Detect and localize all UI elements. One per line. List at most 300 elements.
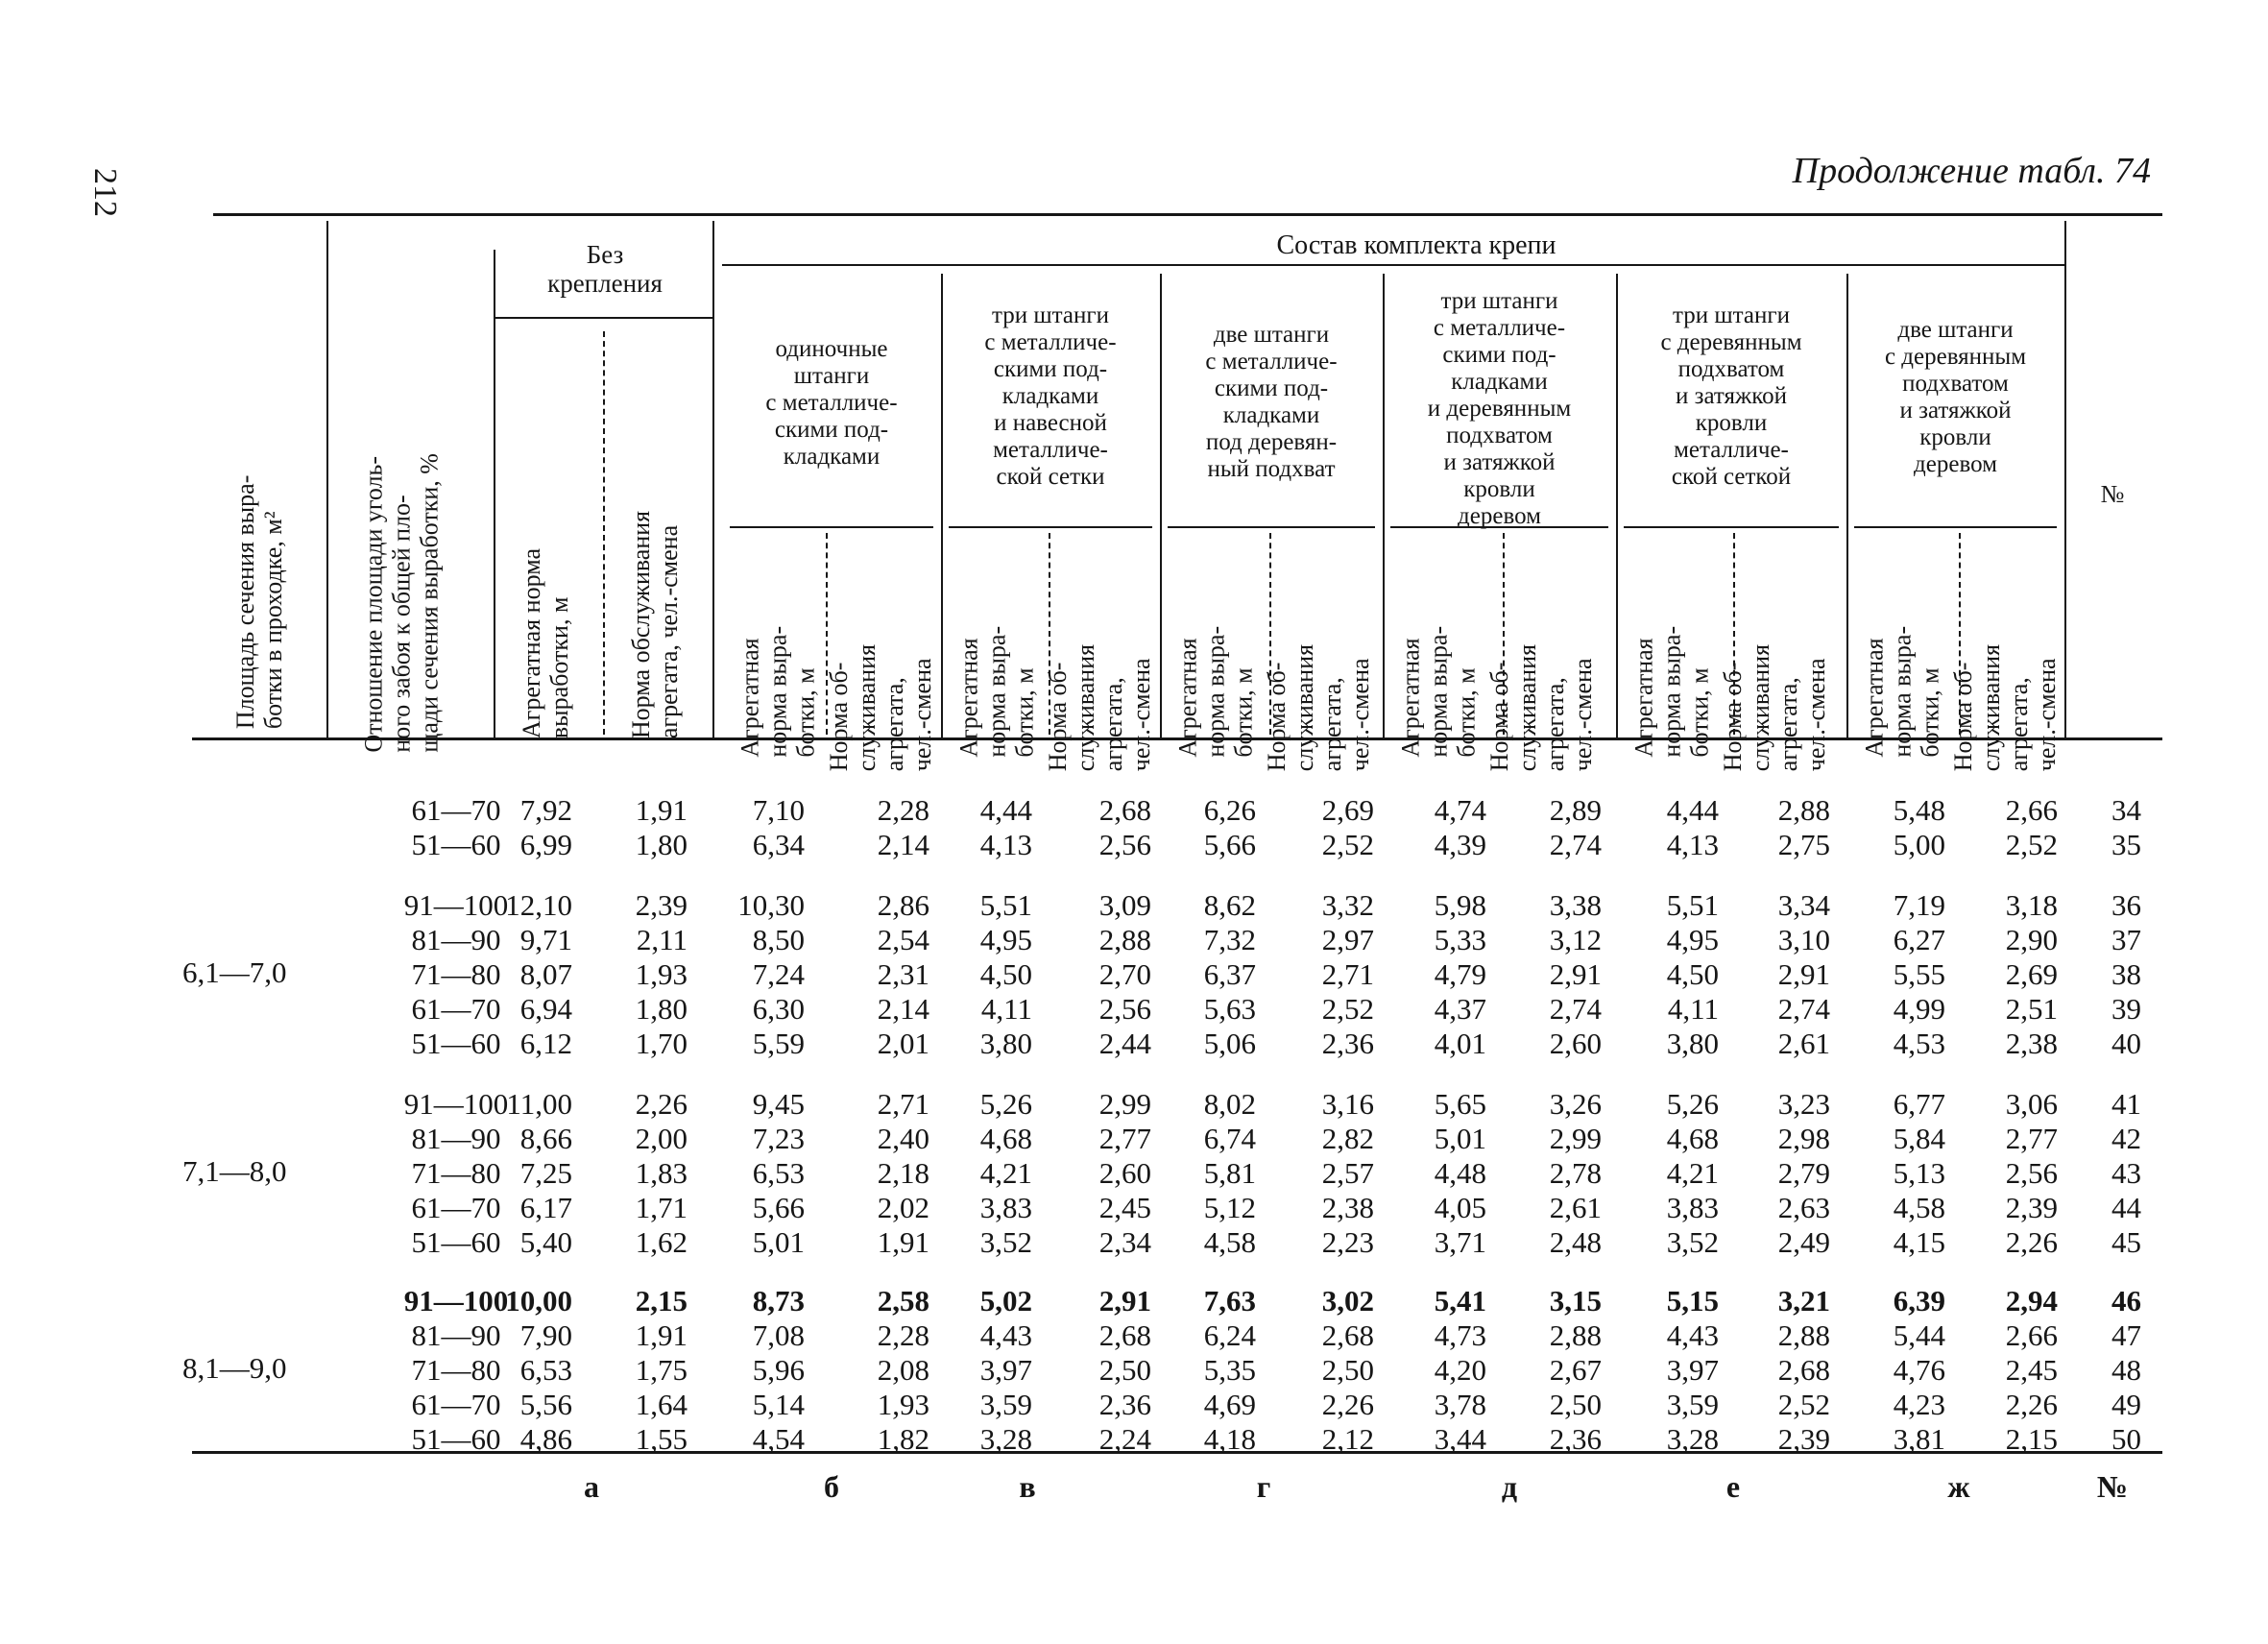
row-number: 41 xyxy=(2111,1087,2141,1121)
row-number: 43 xyxy=(2111,1156,2141,1190)
value-cell: 2,39 xyxy=(1777,1422,1830,1456)
value-cell: 4,73 xyxy=(1434,1318,1486,1352)
value-cell: 3,97 xyxy=(979,1353,1032,1387)
header-service: Норма обслуживания агрегата, чел.-смена xyxy=(626,510,683,739)
value-cell: 4,15 xyxy=(1893,1225,1945,1259)
value-cell: 5,01 xyxy=(752,1225,805,1259)
value-cell: 2,89 xyxy=(1549,793,1602,827)
value-cell: 5,81 xyxy=(1203,1156,1256,1190)
value-cell: 5,33 xyxy=(1434,923,1486,956)
value-cell: 5,98 xyxy=(1434,888,1486,922)
value-cell: 12,10 xyxy=(505,888,572,922)
ratio-cell: 61—70 xyxy=(411,793,501,827)
value-cell: 1,91 xyxy=(635,793,688,827)
footer-letter: б xyxy=(824,1469,839,1504)
value-cell: 6,39 xyxy=(1893,1284,1945,1318)
value-cell: 2,24 xyxy=(1098,1422,1151,1456)
ratio-cell: 71—80 xyxy=(411,1156,501,1190)
rule-kit-sub-0 xyxy=(730,526,933,528)
value-cell: 1,83 xyxy=(635,1156,688,1190)
value-cell: 2,56 xyxy=(2005,1156,2058,1190)
value-cell: 2,56 xyxy=(1098,992,1151,1026)
value-cell: 2,90 xyxy=(2005,923,2058,956)
value-cell: 2,14 xyxy=(877,828,929,861)
value-cell: 2,28 xyxy=(877,793,929,827)
value-cell: 2,74 xyxy=(1777,992,1830,1026)
value-cell: 2,38 xyxy=(1321,1191,1374,1224)
value-cell: 2,50 xyxy=(1098,1353,1151,1387)
value-cell: 2,08 xyxy=(877,1353,929,1387)
row-number: 47 xyxy=(2111,1318,2141,1352)
area-label: 8,1—9,0 xyxy=(182,1351,287,1385)
vrule-kit-2 xyxy=(1383,274,1385,737)
value-cell: 7,63 xyxy=(1203,1284,1256,1318)
value-cell: 2,66 xyxy=(2005,1318,2058,1352)
value-cell: 4,13 xyxy=(979,828,1032,861)
value-cell: 4,43 xyxy=(979,1318,1032,1352)
vrule-kit-4 xyxy=(1846,274,1848,737)
header-kit-6-service: Норма об- служивания агрегата, чел.-смена xyxy=(1948,643,2062,772)
value-cell: 2,61 xyxy=(1777,1027,1830,1060)
ratio-cell: 81—90 xyxy=(411,1122,501,1155)
value-cell: 2,71 xyxy=(1321,957,1374,991)
value-cell: 3,78 xyxy=(1434,1388,1486,1421)
value-cell: 5,02 xyxy=(979,1284,1032,1318)
value-cell: 2,75 xyxy=(1777,828,1830,861)
value-cell: 2,77 xyxy=(2005,1122,2058,1155)
value-cell: 5,55 xyxy=(1893,957,1945,991)
value-cell: 2,71 xyxy=(877,1087,929,1121)
value-cell: 4,95 xyxy=(979,923,1032,956)
value-cell: 4,74 xyxy=(1434,793,1486,827)
value-cell: 4,20 xyxy=(1434,1353,1486,1387)
value-cell: 3,81 xyxy=(1893,1422,1945,1456)
value-cell: 1,75 xyxy=(635,1353,688,1387)
value-cell: 3,83 xyxy=(979,1191,1032,1224)
value-cell: 2,11 xyxy=(636,923,688,956)
value-cell: 5,59 xyxy=(752,1027,805,1060)
value-cell: 2,56 xyxy=(1098,828,1151,861)
value-cell: 4,13 xyxy=(1666,828,1719,861)
vdash-0 xyxy=(603,331,605,735)
value-cell: 1,91 xyxy=(635,1318,688,1352)
value-cell: 3,80 xyxy=(979,1027,1032,1060)
value-cell: 2,31 xyxy=(877,957,929,991)
value-cell: 3,97 xyxy=(1666,1353,1719,1387)
value-cell: 6,17 xyxy=(519,1191,572,1224)
header-kit-3-norm: Агрегатная норма выра- ботки, м xyxy=(1173,625,1258,758)
value-cell: 10,30 xyxy=(737,888,805,922)
value-cell: 2,94 xyxy=(2005,1284,2058,1318)
row-number: 45 xyxy=(2111,1225,2141,1259)
value-cell: 2,12 xyxy=(1321,1422,1374,1456)
value-cell: 6,27 xyxy=(1893,923,1945,956)
value-cell: 2,50 xyxy=(1321,1353,1374,1387)
ratio-cell: 71—80 xyxy=(411,1353,501,1387)
value-cell: 2,68 xyxy=(1777,1353,1830,1387)
value-cell: 2,34 xyxy=(1098,1225,1151,1259)
value-cell: 7,08 xyxy=(752,1318,805,1352)
value-cell: 2,88 xyxy=(1777,1318,1830,1352)
row-number: 40 xyxy=(2111,1027,2141,1060)
value-cell: 2,68 xyxy=(1098,1318,1151,1352)
value-cell: 4,99 xyxy=(1893,992,1945,1026)
value-cell: 2,39 xyxy=(2005,1191,2058,1224)
value-cell: 6,37 xyxy=(1203,957,1256,991)
value-cell: 5,48 xyxy=(1893,793,1945,827)
value-cell: 3,71 xyxy=(1434,1225,1486,1259)
footer-letter: а xyxy=(584,1469,599,1504)
value-cell: 6,24 xyxy=(1203,1318,1256,1352)
value-cell: 5,14 xyxy=(752,1388,805,1421)
ratio-cell: 61—70 xyxy=(411,1191,501,1224)
value-cell: 2,45 xyxy=(1098,1191,1151,1224)
row-number: 39 xyxy=(2111,992,2141,1026)
value-cell: 3,59 xyxy=(1666,1388,1719,1421)
value-cell: 1,64 xyxy=(635,1388,688,1421)
value-cell: 2,88 xyxy=(1098,923,1151,956)
value-cell: 3,38 xyxy=(1549,888,1602,922)
value-cell: 4,01 xyxy=(1434,1027,1486,1060)
header-kit-3: две штанги с металличе- скими под- кладками под деревян- ный подхват xyxy=(1205,322,1338,482)
area-label: 7,1—8,0 xyxy=(182,1154,287,1188)
value-cell: 3,16 xyxy=(1321,1087,1374,1121)
ratio-cell: 61—70 xyxy=(411,1388,501,1421)
value-cell: 1,80 xyxy=(635,828,688,861)
value-cell: 4,58 xyxy=(1203,1225,1256,1259)
value-cell: 2,58 xyxy=(877,1284,929,1318)
value-cell: 5,66 xyxy=(752,1191,805,1224)
value-cell: 2,49 xyxy=(1777,1225,1830,1259)
header-norm-m: Агрегатная норма выработки, м xyxy=(517,547,573,739)
value-cell: 5,65 xyxy=(1434,1087,1486,1121)
value-cell: 1,91 xyxy=(877,1225,929,1259)
value-cell: 3,52 xyxy=(979,1225,1032,1259)
vrule-2 xyxy=(712,221,714,737)
value-cell: 5,44 xyxy=(1893,1318,1945,1352)
row-number: 44 xyxy=(2111,1191,2141,1224)
header-kit-2: три штанги с металличе- скими под- кладками и навесной металличе- ской сетки xyxy=(984,302,1117,490)
row-number: 48 xyxy=(2111,1353,2141,1387)
value-cell: 4,43 xyxy=(1666,1318,1719,1352)
value-cell: 6,99 xyxy=(519,828,572,861)
header-kit-2-norm: Агрегатная норма выра- ботки, м xyxy=(954,625,1039,758)
row-number: 49 xyxy=(2111,1388,2141,1421)
value-cell: 8,66 xyxy=(519,1122,572,1155)
value-cell: 4,05 xyxy=(1434,1191,1486,1224)
value-cell: 2,36 xyxy=(1321,1027,1374,1060)
value-cell: 2,63 xyxy=(1777,1191,1830,1224)
value-cell: 10,00 xyxy=(505,1284,572,1318)
value-cell: 2,52 xyxy=(1321,828,1374,861)
value-cell: 2,44 xyxy=(1098,1027,1151,1060)
row-number: 37 xyxy=(2111,923,2141,956)
value-cell: 2,99 xyxy=(1098,1087,1151,1121)
header-kit-2-service: Норма об- служивания агрегата, чел.-смена xyxy=(1043,643,1156,772)
value-cell: 3,09 xyxy=(1098,888,1151,922)
value-cell: 5,66 xyxy=(1203,828,1256,861)
value-cell: 5,96 xyxy=(752,1353,805,1387)
value-cell: 2,78 xyxy=(1549,1156,1602,1190)
value-cell: 2,40 xyxy=(877,1122,929,1155)
value-cell: 7,32 xyxy=(1203,923,1256,956)
footer-letter: в xyxy=(1019,1469,1036,1504)
value-cell: 1,93 xyxy=(635,957,688,991)
value-cell: 2,26 xyxy=(2005,1388,2058,1421)
value-cell: 2,15 xyxy=(635,1284,688,1318)
footer-letter: г xyxy=(1256,1469,1271,1504)
value-cell: 2,98 xyxy=(1777,1122,1830,1155)
value-cell: 4,48 xyxy=(1434,1156,1486,1190)
value-cell: 8,07 xyxy=(519,957,572,991)
value-cell: 3,59 xyxy=(979,1388,1032,1421)
rule-no-support xyxy=(494,317,712,319)
value-cell: 4,11 xyxy=(1667,992,1719,1026)
header-kit-4-service: Норма об- служивания агрегата, чел.-смена xyxy=(1484,643,1598,772)
ratio-cell: 91—100 xyxy=(403,1284,509,1318)
value-cell: 7,10 xyxy=(752,793,805,827)
value-cell: 2,69 xyxy=(1321,793,1374,827)
value-cell: 2,69 xyxy=(2005,957,2058,991)
value-cell: 2,51 xyxy=(2005,992,2058,1026)
value-cell: 2,36 xyxy=(1549,1422,1602,1456)
value-cell: 5,06 xyxy=(1203,1027,1256,1060)
row-number: 35 xyxy=(2111,828,2141,861)
value-cell: 6,26 xyxy=(1203,793,1256,827)
ratio-cell: 81—90 xyxy=(411,923,501,956)
value-cell: 4,21 xyxy=(1666,1156,1719,1190)
value-cell: 2,70 xyxy=(1098,957,1151,991)
value-cell: 3,15 xyxy=(1549,1284,1602,1318)
value-cell: 2,67 xyxy=(1549,1353,1602,1387)
value-cell: 4,39 xyxy=(1434,828,1486,861)
value-cell: 6,77 xyxy=(1893,1087,1945,1121)
value-cell: 1,55 xyxy=(635,1422,688,1456)
header-ratio: Отношение площади уголь- ного забоя к общей пло- щади сечения выработки, % xyxy=(359,453,444,753)
value-cell: 2,02 xyxy=(877,1191,929,1224)
value-cell: 7,92 xyxy=(519,793,572,827)
value-cell: 5,12 xyxy=(1203,1191,1256,1224)
value-cell: 4,69 xyxy=(1203,1388,1256,1421)
value-cell: 7,19 xyxy=(1893,888,1945,922)
value-cell: 1,80 xyxy=(635,992,688,1026)
value-cell: 2,97 xyxy=(1321,923,1374,956)
row-number: 50 xyxy=(2111,1422,2141,1456)
value-cell: 2,82 xyxy=(1321,1122,1374,1155)
vrule-kit-3 xyxy=(1616,274,1618,737)
value-cell: 8,62 xyxy=(1203,888,1256,922)
value-cell: 2,99 xyxy=(1549,1122,1602,1155)
value-cell: 2,52 xyxy=(2005,828,2058,861)
value-cell: 2,54 xyxy=(877,923,929,956)
header-kit-3-service: Норма об- служивания агрегата, чел.-смена xyxy=(1262,643,1375,772)
value-cell: 2,52 xyxy=(1321,992,1374,1026)
ratio-cell: 91—100 xyxy=(403,1087,509,1121)
value-cell: 6,30 xyxy=(752,992,805,1026)
value-cell: 3,32 xyxy=(1321,888,1374,922)
value-cell: 7,90 xyxy=(519,1318,572,1352)
value-cell: 2,91 xyxy=(1098,1284,1151,1318)
value-cell: 5,41 xyxy=(1434,1284,1486,1318)
value-cell: 2,88 xyxy=(1549,1318,1602,1352)
value-cell: 8,73 xyxy=(752,1284,805,1318)
value-cell: 2,61 xyxy=(1549,1191,1602,1224)
value-cell: 5,84 xyxy=(1893,1122,1945,1155)
value-cell: 2,52 xyxy=(1777,1388,1830,1421)
value-cell: 5,51 xyxy=(979,888,1032,922)
value-cell: 3,12 xyxy=(1549,923,1602,956)
value-cell: 2,74 xyxy=(1549,992,1602,1026)
value-cell: 3,52 xyxy=(1666,1225,1719,1259)
value-cell: 11,00 xyxy=(506,1087,572,1121)
value-cell: 4,50 xyxy=(1666,957,1719,991)
value-cell: 2,66 xyxy=(2005,793,2058,827)
value-cell: 4,76 xyxy=(1893,1353,1945,1387)
value-cell: 2,74 xyxy=(1549,828,1602,861)
header-no-support: Без крепления xyxy=(547,240,663,299)
value-cell: 2,26 xyxy=(635,1087,688,1121)
row-number: 42 xyxy=(2111,1122,2141,1155)
value-cell: 2,86 xyxy=(877,888,929,922)
value-cell: 2,36 xyxy=(1098,1388,1151,1421)
footer-letter: ж xyxy=(1947,1469,1970,1504)
value-cell: 4,54 xyxy=(752,1422,805,1456)
rule-kit-sub-4 xyxy=(1624,526,1839,528)
value-cell: 1,71 xyxy=(635,1191,688,1224)
value-cell: 3,23 xyxy=(1777,1087,1830,1121)
rule-kit-group xyxy=(722,264,2064,266)
page-number: 212 xyxy=(87,168,123,217)
row-number: 36 xyxy=(2111,888,2141,922)
vrule-3 xyxy=(2064,221,2066,737)
ratio-cell: 91—100 xyxy=(403,888,509,922)
value-cell: 8,02 xyxy=(1203,1087,1256,1121)
value-cell: 3,26 xyxy=(1549,1087,1602,1121)
rule-top xyxy=(213,213,2162,216)
header-kit-5-norm: Агрегатная норма выра- ботки, м xyxy=(1629,625,1714,758)
value-cell: 4,44 xyxy=(1666,793,1719,827)
value-cell: 2,68 xyxy=(1098,793,1151,827)
value-cell: 1,62 xyxy=(635,1225,688,1259)
value-cell: 7,23 xyxy=(752,1122,805,1155)
ratio-cell: 51—60 xyxy=(411,1027,501,1060)
value-cell: 6,53 xyxy=(752,1156,805,1190)
value-cell: 2,18 xyxy=(877,1156,929,1190)
value-cell: 2,77 xyxy=(1098,1122,1151,1155)
value-cell: 6,94 xyxy=(519,992,572,1026)
value-cell: 2,91 xyxy=(1549,957,1602,991)
value-cell: 2,38 xyxy=(2005,1027,2058,1060)
value-cell: 7,24 xyxy=(752,957,805,991)
ratio-cell: 51—60 xyxy=(411,828,501,861)
header-kit-5: три штанги с деревянным подхватом и затяжкой кровли металличе- ской сеткой xyxy=(1660,302,1802,490)
value-cell: 3,21 xyxy=(1777,1284,1830,1318)
value-cell: 5,13 xyxy=(1893,1156,1945,1190)
value-cell: 6,34 xyxy=(752,828,805,861)
value-cell: 1,82 xyxy=(877,1422,929,1456)
value-cell: 4,44 xyxy=(979,793,1032,827)
value-cell: 5,26 xyxy=(1666,1087,1719,1121)
value-cell: 3,80 xyxy=(1666,1027,1719,1060)
value-cell: 3,83 xyxy=(1666,1191,1719,1224)
value-cell: 4,53 xyxy=(1893,1027,1945,1060)
value-cell: 2,28 xyxy=(877,1318,929,1352)
value-cell: 3,02 xyxy=(1321,1284,1374,1318)
value-cell: 3,10 xyxy=(1777,923,1830,956)
value-cell: 4,21 xyxy=(979,1156,1032,1190)
value-cell: 5,00 xyxy=(1893,828,1945,861)
value-cell: 2,45 xyxy=(2005,1353,2058,1387)
value-cell: 4,50 xyxy=(979,957,1032,991)
value-cell: 2,60 xyxy=(1098,1156,1151,1190)
value-cell: 4,37 xyxy=(1434,992,1486,1026)
value-cell: 5,40 xyxy=(519,1225,572,1259)
header-kit-1: одиночные штанги с металличе- скими под- кладками xyxy=(765,336,898,470)
value-cell: 8,50 xyxy=(752,923,805,956)
value-cell: 2,79 xyxy=(1777,1156,1830,1190)
row-number: 46 xyxy=(2111,1284,2141,1318)
rule-kit-sub-2 xyxy=(1168,526,1375,528)
value-cell: 4,18 xyxy=(1203,1422,1256,1456)
value-cell: 5,26 xyxy=(979,1087,1032,1121)
vrule-kit-1 xyxy=(1160,274,1162,737)
ratio-cell: 51—60 xyxy=(411,1422,501,1456)
value-cell: 6,53 xyxy=(519,1353,572,1387)
vrule-1 xyxy=(494,250,495,737)
value-cell: 2,39 xyxy=(635,888,688,922)
ratio-cell: 51—60 xyxy=(411,1225,501,1259)
value-cell: 1,70 xyxy=(635,1027,688,1060)
value-cell: 1,93 xyxy=(877,1388,929,1421)
value-cell: 4,95 xyxy=(1666,923,1719,956)
header-kit-group: Состав комплекта крепи xyxy=(1276,230,1556,260)
header-kit-4: три штанги с металличе- скими под- кладками и деревянным подхватом и затяжкой кровли деревом xyxy=(1427,288,1572,529)
header-no: № xyxy=(2100,480,2125,508)
rule-kit-sub-1 xyxy=(949,526,1152,528)
value-cell: 7,25 xyxy=(519,1156,572,1190)
ratio-cell: 81—90 xyxy=(411,1318,501,1352)
value-cell: 2,15 xyxy=(2005,1422,2058,1456)
value-cell: 2,88 xyxy=(1777,793,1830,827)
header-kit-6: две штанги с деревянным подхватом и затяжкой кровли деревом xyxy=(1884,317,2027,477)
footer-letter: е xyxy=(1725,1469,1741,1504)
value-cell: 3,28 xyxy=(1666,1422,1719,1456)
value-cell: 6,74 xyxy=(1203,1122,1256,1155)
value-cell: 4,86 xyxy=(519,1422,572,1456)
value-cell: 4,68 xyxy=(1666,1122,1719,1155)
value-cell: 3,06 xyxy=(2005,1087,2058,1121)
value-cell: 6,12 xyxy=(519,1027,572,1060)
ratio-cell: 61—70 xyxy=(411,992,501,1026)
vrule-0 xyxy=(326,221,328,737)
value-cell: 5,51 xyxy=(1666,888,1719,922)
value-cell: 3,34 xyxy=(1777,888,1830,922)
value-cell: 5,35 xyxy=(1203,1353,1256,1387)
value-cell: 4,79 xyxy=(1434,957,1486,991)
header-kit-6-norm: Агрегатная норма выра- ботки, м xyxy=(1860,625,1944,758)
header-kit-4-norm: Агрегатная норма выра- ботки, м xyxy=(1396,625,1481,758)
ratio-cell: 71—80 xyxy=(411,957,501,991)
value-cell: 2,23 xyxy=(1321,1225,1374,1259)
value-cell: 4,58 xyxy=(1893,1191,1945,1224)
header-area: Площадь сечения выра- ботки в проходке, м² xyxy=(230,474,287,730)
value-cell: 2,26 xyxy=(1321,1388,1374,1421)
value-cell: 2,68 xyxy=(1321,1318,1374,1352)
value-cell: 3,44 xyxy=(1434,1422,1486,1456)
value-cell: 5,15 xyxy=(1666,1284,1719,1318)
value-cell: 2,50 xyxy=(1549,1388,1602,1421)
header-kit-5-service: Норма об- служивания агрегата, чел.-смена xyxy=(1718,643,1831,772)
